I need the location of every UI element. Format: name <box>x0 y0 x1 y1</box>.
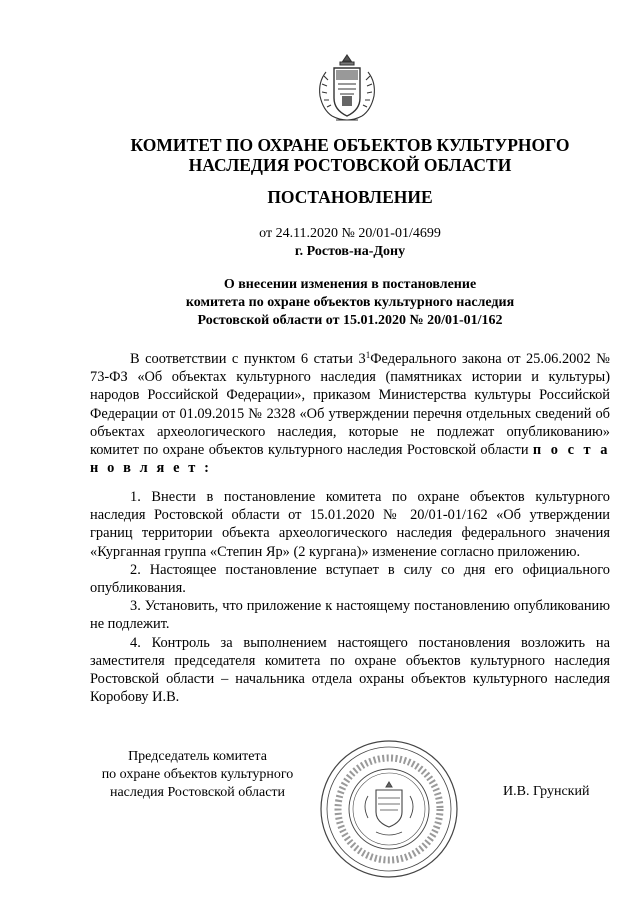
date-number: от 24.11.2020 № 20/01-01/4699 <box>259 226 441 241</box>
preamble <box>90 350 610 477</box>
subject-line3: Ростовской области от 15.01.2020 № 20/01-01/162 <box>197 313 503 328</box>
organization-title-line1: КОМИТЕТ ПО ОХРАНЕ ОБЪЕКТОВ КУЛЬТУРНОГО <box>130 135 570 155</box>
organization-title <box>80 135 620 175</box>
item-2: 2. Настоящее постановление вступает в силу со дня его официального опубликования. <box>90 561 610 597</box>
item-3: 3. Установить, что приложение к настоящему постановлению опубликованию не подлежит. <box>90 598 610 633</box>
preamble-part1: В соответствии с пунктом 6 статьи 3 <box>130 351 366 367</box>
resolves-word: п о с т а н о в л я е т : <box>90 442 610 477</box>
official-seal-icon <box>318 738 460 880</box>
item-4: 4. Контроль за выполнением настоящего постановления возложить на заместителя председателя комитета по охране объектов культурного наследия Ростовской области – начальника отдела охраны объектов культурного наследия Коробову И.В. <box>90 634 610 706</box>
document-subject <box>80 276 620 330</box>
organization-title-line2: НАСЛЕДИЯ РОСТОВСКОЙ ОБЛАСТИ <box>188 155 512 175</box>
signatory-name: И.В. Грунский <box>503 784 590 799</box>
preamble-paragraph <box>90 350 610 477</box>
signatory-position <box>90 748 305 802</box>
document-type: ПОСТАНОВЛЕНИЕ <box>267 187 433 207</box>
position-line3: наследия Ростовской области <box>109 785 286 800</box>
preamble-part2: Федерального закона от 25.06.2002 № 73-ФЗ «Об объектах культурного наследия (памятниках истории и культуры) народов Российской Федерации», приказом Министерства культуры Российской Федерации от 01.09.2015 № 2328 «Об утверждении перечня отдельных сведений об объектах археологического наследия, которые не подлежат опубликованию» комитет по охране объектов культурного наследия Ростовской области <box>90 351 610 459</box>
preamble-superscript: 1 <box>365 350 371 360</box>
subject-line1: О внесении изменения в постановление <box>223 277 477 292</box>
city: г. Ростов-на-Дону <box>294 244 406 259</box>
resolution-items <box>90 488 610 706</box>
document-meta <box>80 225 620 261</box>
subject-line2: комитета по охране объектов культурного наследия <box>185 295 515 310</box>
item-1: 1. Внести в постановление комитета по охране объектов культурного наследия Ростовской области от 15.01.2020 № 20/01-01/162 «Об утверждении границ территории объекта археологического наследия федерального значения «Курганная группа «Степин Яр» (2 кургана)» изменение согласно приложению. <box>90 489 610 560</box>
coat-of-arms-emblem-icon <box>314 52 380 128</box>
position-line1: Председатель комитета <box>128 749 267 764</box>
position-line2: по охране объектов культурного <box>101 767 294 782</box>
